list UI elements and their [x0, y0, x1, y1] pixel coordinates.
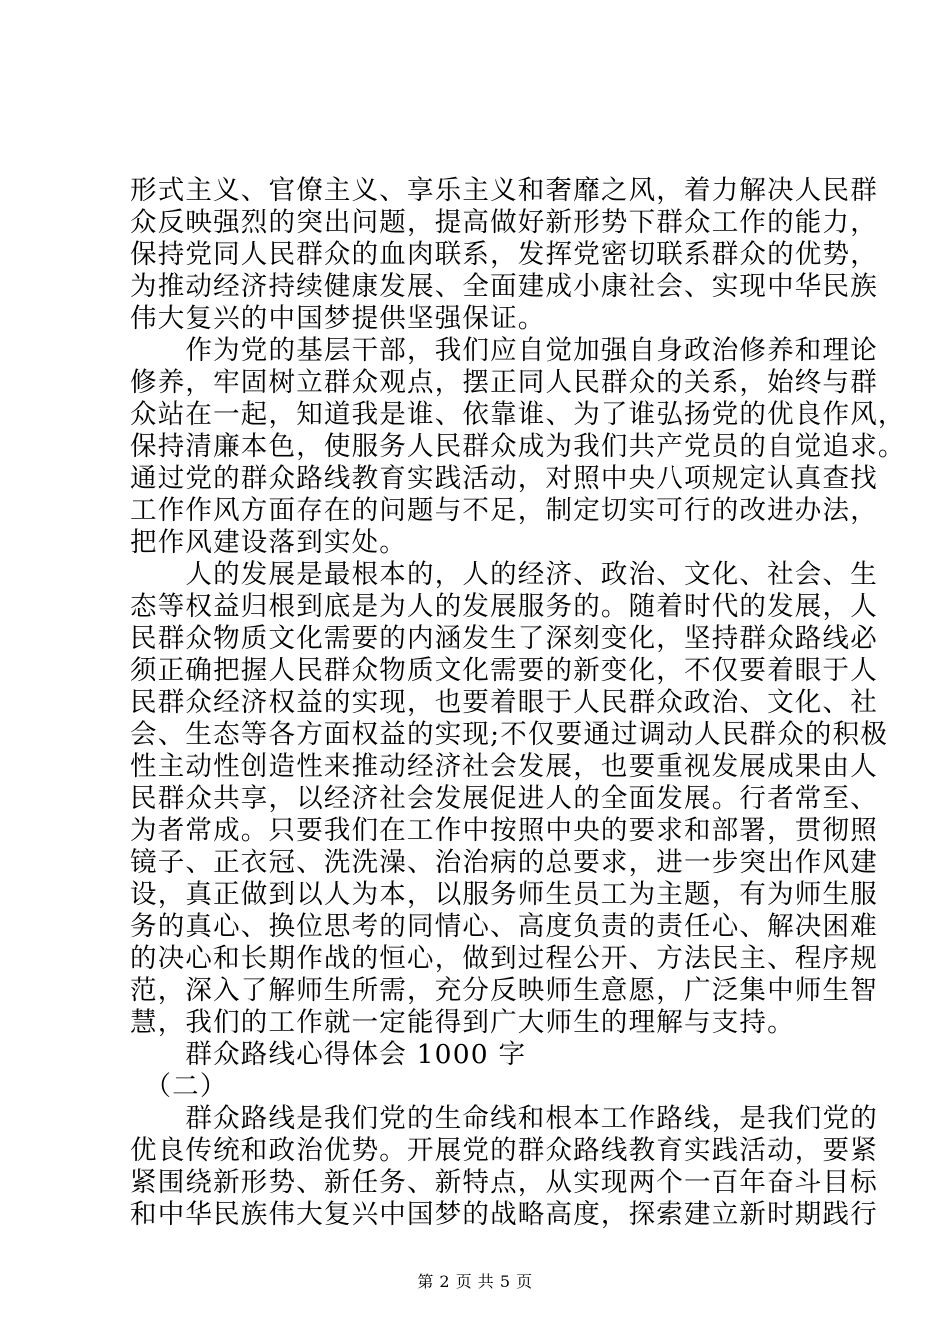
- text-line: 保持清廉本色，使服务人民群众成为我们共产党员的自觉追求。: [130, 431, 906, 462]
- text-line: 态等权益归根到底是为人的发展服务的。随着时代的发展，人: [130, 591, 878, 622]
- text-line: 务的真心、换位思考的同情心、高度负责的责任心、解决困难: [130, 911, 878, 942]
- text-line: 工作作风方面存在的问题与不足，制定切实可行的改进办法，: [130, 495, 878, 526]
- text-line: 作为党的基层干部，我们应自觉加强自身政治修养和理论: [130, 335, 878, 366]
- heading-line: （二）: [130, 1071, 228, 1102]
- paragraph: [130, 335, 906, 559]
- section-heading: [130, 1039, 835, 1103]
- text-line: 伟大复兴的中国梦提供坚强保证。: [130, 303, 546, 334]
- text-line: 性主动性创造性来推动经济社会发展，也要重视发展成果由人: [130, 751, 878, 782]
- text-line: 紧围绕新形势、新任务、新特点，从实现两个一百年奋斗目标: [130, 1167, 878, 1198]
- text-line: 人的发展是最根本的，人的经济、政治、文化、社会、生: [130, 559, 878, 590]
- text-line: 修养，牢固树立群众观点，摆正同人民群众的关系，始终与群: [130, 367, 878, 398]
- text-line: 须正确把握人民群众物质文化需要的新变化，不仅要着眼于人: [130, 655, 878, 686]
- text-line: 会、生态等各方面权益的实现;不仅要通过调动人民群众的积极: [130, 719, 889, 750]
- text-line: 通过党的群众路线教育实践活动，对照中央八项规定认真查找: [130, 463, 878, 494]
- paragraph: [130, 1103, 878, 1231]
- text-line: 设，真正做到以人为本，以服务师生员工为主题，有为师生服: [130, 879, 878, 910]
- text-line: 保持党同人民群众的血肉联系，发挥党密切联系群众的优势，: [130, 239, 878, 270]
- text-line: 慧，我们的工作就一定能得到广大师生的理解与支持。: [130, 1007, 795, 1038]
- text-line: 众反映强烈的突出问题，提高做好新形势下群众工作的能力，: [130, 207, 878, 238]
- text-line: 范，深入了解师生所需，充分反映师生意愿，广泛集中师生智: [130, 975, 878, 1006]
- text-line: 众站在一起，知道我是谁、依靠谁、为了谁弘扬党的优良作风，: [130, 399, 906, 430]
- text-line: 为者常成。只要我们在工作中按照中央的要求和部署，贯彻照: [130, 815, 878, 846]
- text-line: 形式主义、官僚主义、享乐主义和奢靡之风，着力解决人民群: [130, 175, 878, 206]
- text-line: 为推动经济持续健康发展、全面建成小康社会、实现中华民族: [130, 271, 878, 302]
- paragraph: [130, 559, 889, 1039]
- text-line: 镜子、正衣冠、洗洗澡、治治病的总要求，进一步突出作风建: [130, 847, 878, 878]
- text-line: 优良传统和政治优势。开展党的群众路线教育实践活动，要紧: [130, 1135, 878, 1166]
- text-line: 和中华民族伟大复兴中国梦的战略高度，探索建立新时期践行: [130, 1199, 878, 1230]
- text-line: 把作风建设落到实处。: [130, 527, 407, 558]
- paragraph: [130, 175, 878, 335]
- text-line: 群众路线是我们党的生命线和根本工作路线，是我们党的: [130, 1103, 878, 1134]
- text-line: 民群众共享，以经济社会发展促进人的全面发展。行者常至、: [130, 783, 878, 814]
- text-line: 的决心和长期作战的恒心，做到过程公开、方法民主、程序规: [130, 943, 878, 974]
- text-line: 民群众物质文化需要的内涵发生了深刻变化，坚持群众路线必: [130, 623, 878, 654]
- page-number-footer: 第 2 页 共 5 页: [417, 1272, 533, 1291]
- text-line: 民群众经济权益的实现，也要着眼于人民群众政治、文化、社: [130, 687, 878, 718]
- heading-line: 群众路线心得体会 1000 字: [130, 1039, 527, 1070]
- document-body: [130, 175, 906, 1231]
